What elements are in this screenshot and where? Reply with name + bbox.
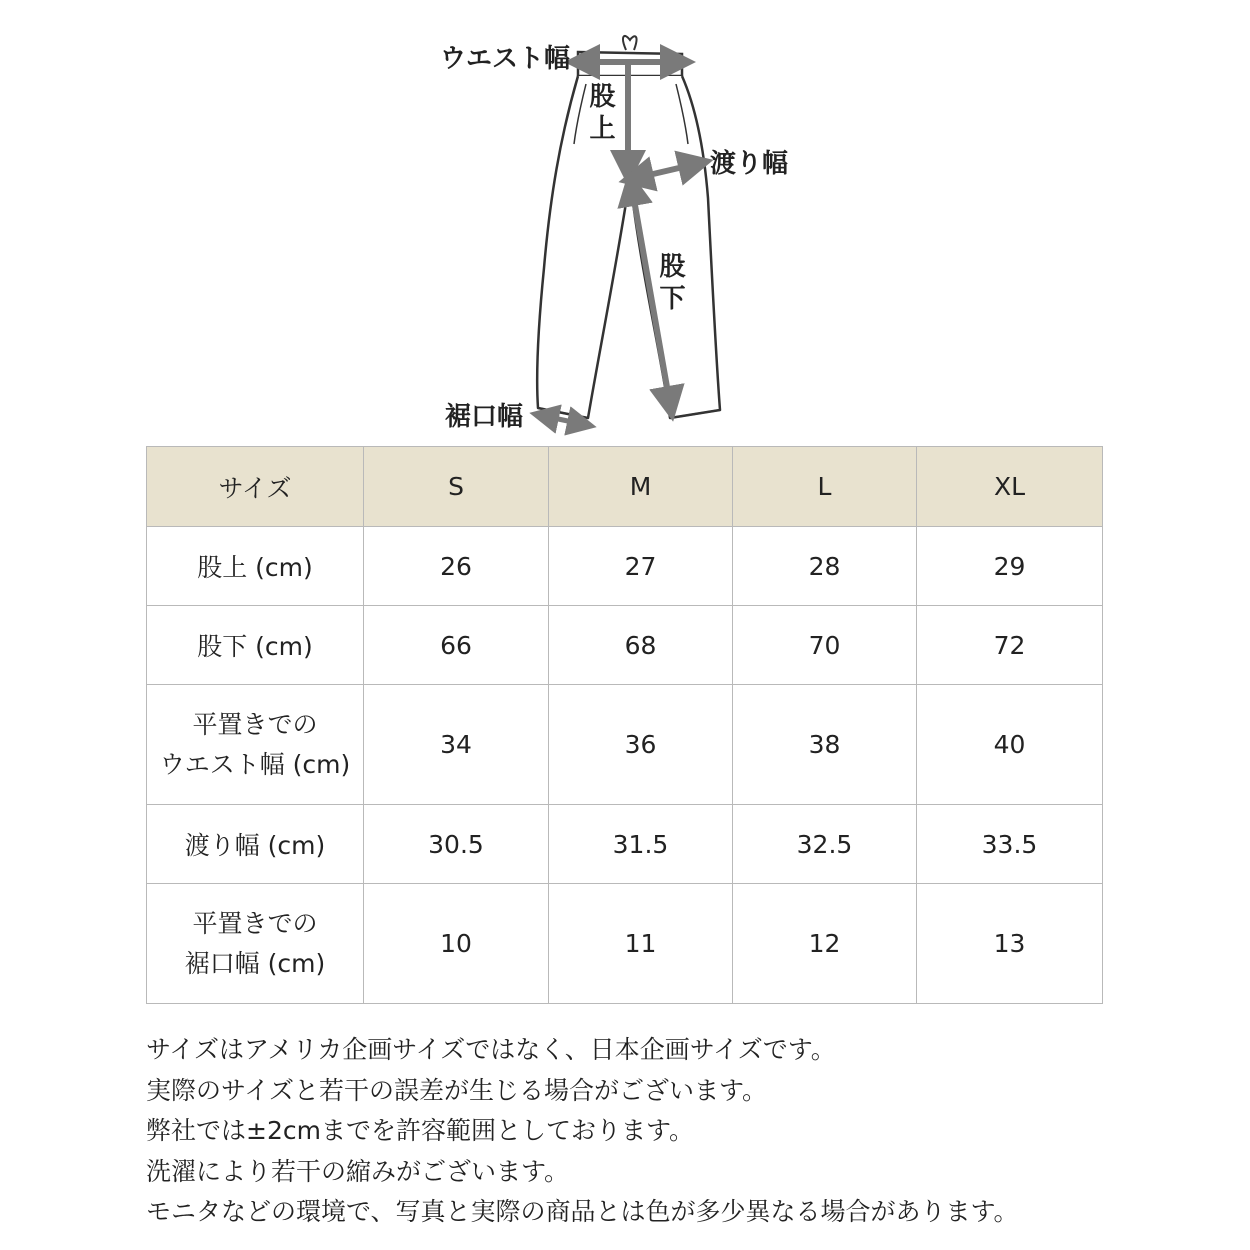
label-thigh: 渡り幅 — [710, 149, 789, 179]
table-row — [147, 884, 1103, 1004]
table-cell: 36 — [549, 685, 733, 805]
header-cell: M — [549, 447, 733, 527]
row-label — [147, 527, 364, 606]
size-table — [146, 446, 1103, 1004]
table-row — [147, 805, 1103, 884]
table-cell: 27 — [549, 527, 733, 606]
table-header-row — [147, 447, 1103, 527]
row-label-line: 股下 (cm) — [197, 632, 313, 661]
table-cell: 72 — [917, 606, 1103, 685]
table-cell: 29 — [917, 527, 1103, 606]
table-row — [147, 685, 1103, 805]
table-cell: 66 — [364, 606, 549, 685]
table-cell: 33.5 — [917, 805, 1103, 884]
row-label — [147, 606, 364, 685]
row-label-line: 裾口幅 (cm) — [184, 948, 326, 978]
row-label-line: 渡り幅 (cm) — [184, 831, 326, 860]
label-inseam: 股下 — [655, 252, 685, 316]
table-cell: 32.5 — [733, 805, 917, 884]
row-label — [147, 884, 364, 1004]
note-line: 弊社では±2cmまでを許容範囲としております。 — [146, 1116, 694, 1145]
row-label-line: 股上 (cm) — [197, 553, 313, 582]
note-line: サイズはアメリカ企画サイズではなく、日本企画サイズです。 — [146, 1035, 836, 1064]
header-cell: XL — [917, 447, 1103, 527]
note-line: 洗濯により若干の縮みがございます。 — [146, 1156, 570, 1186]
table-row — [147, 527, 1103, 606]
row-label-line: 平置きでの — [192, 709, 318, 739]
label-waist: ウエスト幅 — [440, 44, 571, 74]
row-label — [147, 805, 364, 884]
table-cell: 26 — [364, 527, 549, 606]
pants-outline-illustration — [420, 18, 840, 443]
table-cell: 40 — [917, 685, 1103, 805]
table-cell: 34 — [364, 685, 549, 805]
row-label-line: 平置きでの — [192, 908, 318, 938]
header-cell: S — [364, 447, 549, 527]
header-cell: L — [733, 447, 917, 527]
table-cell: 38 — [733, 685, 917, 805]
label-hem: 裾口幅 — [445, 402, 524, 432]
hem-arrow — [544, 416, 582, 424]
table-cell: 30.5 — [364, 805, 549, 884]
table-cell: 12 — [733, 884, 917, 1004]
note-line: 実際のサイズと若干の誤差が生じる場合がございます。 — [146, 1075, 768, 1105]
table-cell: 11 — [549, 884, 733, 1004]
table-cell: 10 — [364, 884, 549, 1004]
table-cell: 70 — [733, 606, 917, 685]
table-cell: 28 — [733, 527, 917, 606]
row-label-line: ウエスト幅 (cm) — [159, 749, 351, 779]
pants-measurement-diagram — [420, 18, 840, 443]
label-rise: 股上 — [585, 82, 615, 146]
header-cell: サイズ — [147, 447, 364, 527]
row-label — [147, 685, 364, 805]
table-cell: 31.5 — [549, 805, 733, 884]
table-cell: 68 — [549, 606, 733, 685]
note-line: モニタなどの環境で、写真と実際の商品とは色が多少異なる場合があります。 — [146, 1197, 1019, 1226]
size-notes — [146, 1030, 1206, 1233]
table-row — [147, 606, 1103, 685]
table-cell: 13 — [917, 884, 1103, 1004]
